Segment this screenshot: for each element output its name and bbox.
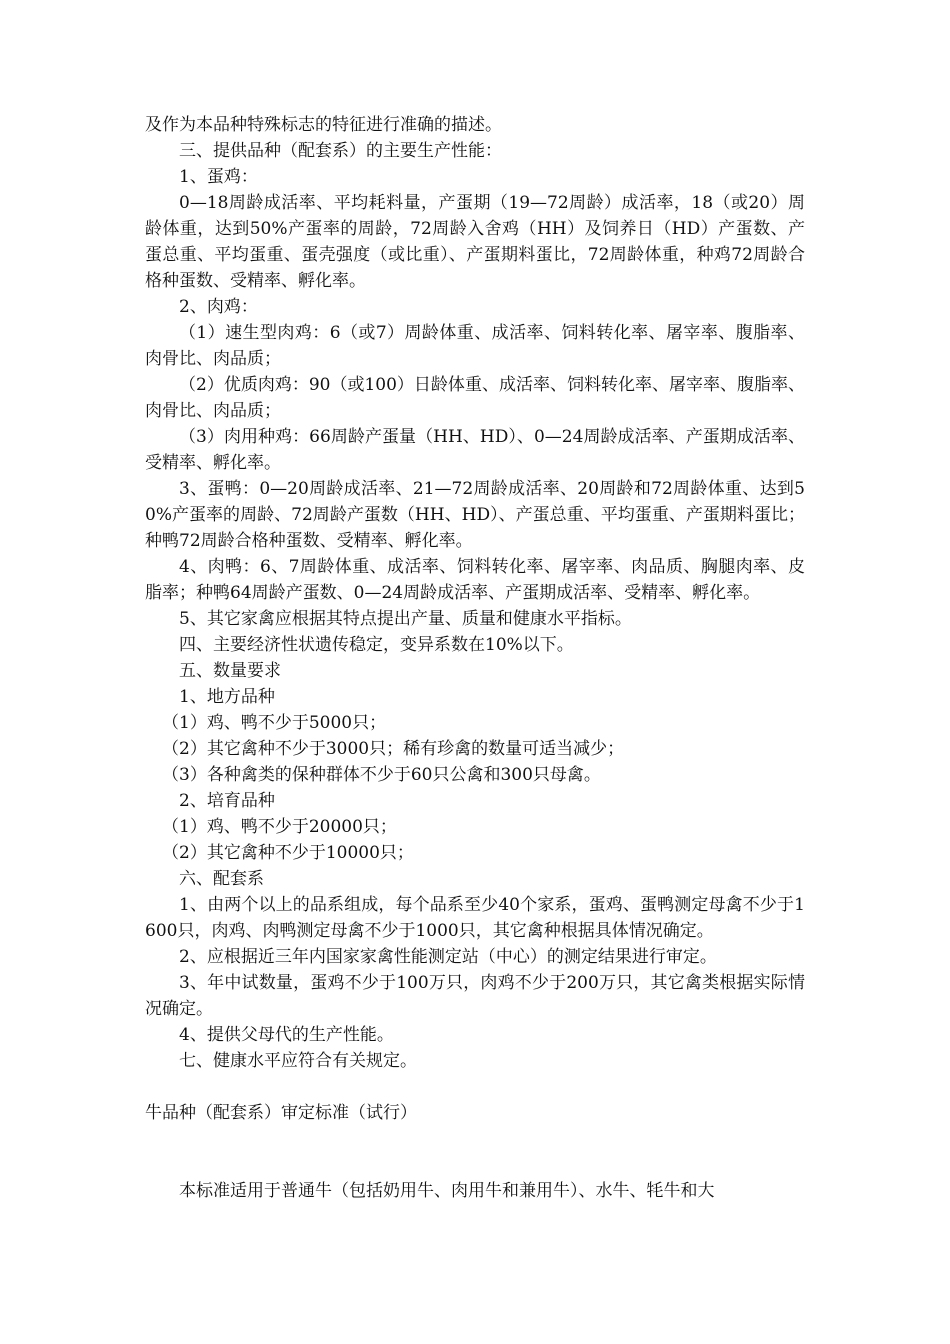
paragraph: 0—18周龄成活率、平均耗料量，产蛋期（19—72周龄）成活率，18（或20）周龄体重，达到50%产蛋率的周龄，72周龄入舍鸡（HH）及饲养日（HD）产蛋数、产蛋总重、平均蛋重、蛋壳强度（或比重）、产蛋期料蛋比，72周龄体重，种鸡72周龄合格种蛋数、受精率、孵化率。 [145, 193, 805, 291]
body-text [145, 112, 805, 1074]
paragraph: 2、应根据近三年内国家家禽性能测定站（中心）的测定结果进行审定。 [179, 947, 717, 967]
paragraph: 及作为本品种特殊标志的特征进行准确的描述。 [145, 115, 502, 135]
paragraph: （2）优质肉鸡：90（或100）日龄体重、成活率、饲料转化率、屠宰率、腹脂率、肉骨比、肉品质； [145, 375, 805, 421]
paragraph: 5、其它家禽应根据其特点提出产量、质量和健康水平指标。 [179, 609, 632, 629]
paragraph: 3、蛋鸭：0—20周龄成活率、21—72周龄成活率、20周龄和72周龄体重、达到50%产蛋率的周龄、72周龄产蛋数（HH、HD）、产蛋总重、平均蛋重、产蛋期料蛋比；种鸭72周龄合格种蛋数、受精率、孵化率。 [145, 479, 805, 551]
section-title: 牛品种（配套系）审定标准（试行） [145, 1103, 417, 1123]
intro-paragraph: 本标准适用于普通牛（包括奶用牛、肉用牛和兼用牛）、水牛、牦牛和大 [179, 1181, 715, 1201]
paragraph: 三、提供品种（配套系）的主要生产性能： [179, 141, 502, 161]
paragraph: 1、由两个以上的品系组成，每个品系至少40个家系，蛋鸡、蛋鸭测定母禽不少于1600只，肉鸡、肉鸭测定母禽不少于1000只，其它禽种根据具体情况确定。 [145, 895, 805, 941]
paragraph: （3）肉用种鸡：66周龄产蛋量（HH、HD）、0—24周龄成活率、产蛋期成活率、受精率、孵化率。 [145, 427, 805, 473]
paragraph: 1、蛋鸡： [179, 167, 258, 187]
paragraph: 1、地方品种 [179, 687, 275, 707]
paragraph: （1）鸡、鸭不少于5000只； [162, 713, 387, 733]
paragraph: 2、肉鸡： [179, 297, 258, 317]
paragraph: 4、肉鸭：6、7周龄体重、成活率、饲料转化率、屠宰率、肉品质、胸腿肉率、皮脂率；种鸭64周龄产蛋数、0—24周龄成活率、产蛋期成活率、受精率、孵化率。 [145, 557, 805, 603]
paragraph: 4、提供父母代的生产性能。 [179, 1025, 394, 1045]
paragraph: （1）鸡、鸭不少于20000只； [162, 817, 397, 837]
paragraph: （1）速生型肉鸡：6（或7）周龄体重、成活率、饲料转化率、屠宰率、腹脂率、肉骨比、肉品质； [145, 323, 805, 369]
document-page [145, 112, 805, 1204]
paragraph: 六、配套系 [179, 869, 264, 889]
paragraph: （2）其它禽种不少于10000只； [162, 843, 414, 863]
paragraph: 七、健康水平应符合有关规定。 [179, 1051, 417, 1071]
paragraph: 四、主要经济性状遗传稳定，变异系数在10%以下。 [179, 635, 574, 655]
paragraph: 2、培育品种 [179, 791, 275, 811]
paragraph: 五、数量要求 [179, 661, 281, 681]
paragraph: （2）其它禽种不少于3000只；稀有珍禽的数量可适当减少； [162, 739, 625, 759]
paragraph: （3）各种禽类的保种群体不少于60只公禽和300只母禽。 [162, 765, 601, 785]
paragraph: 3、年中试数量，蛋鸡不少于100万只，肉鸡不少于200万只，其它禽类根据实际情况确定。 [145, 973, 805, 1019]
